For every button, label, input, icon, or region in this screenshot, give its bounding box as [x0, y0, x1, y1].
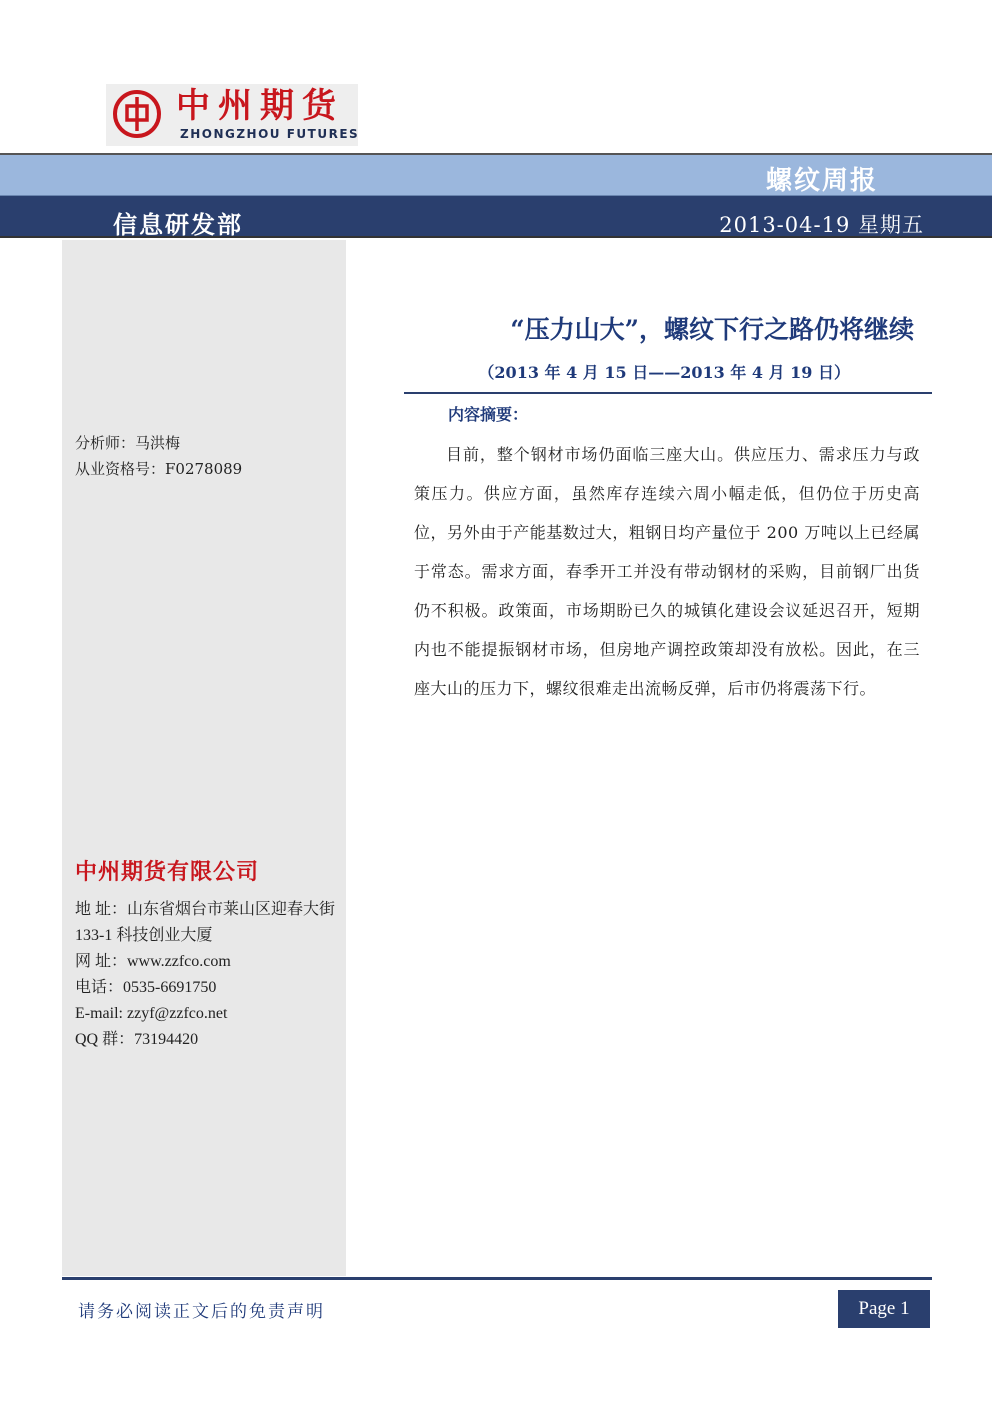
sidebar-panel	[62, 240, 346, 1276]
summary-label: 内容摘要：	[448, 405, 529, 424]
summary-text: 目前，整个钢材市场仍面临三座大山。供应压力、需求压力与政策压力。供应方面，虽然库存连续六周小幅走低，但仍位于历史高位，另外由于产能基数过大，粗钢日均产量位于 200 万吨以上已经属于常态。需求方面，春季开工并没有带动钢材的采购，目前钢厂出货仍不积极。政策面，市场期盼已久的城镇化建设会议延迟召开，短期内也不能提振钢材市场，但房地产调控政策却没有放松。因此，在三座大山的压力下，螺纹很难走出流畅反弹，后市仍将震荡下行。	[414, 445, 920, 698]
contact-qq-group: QQ 群：73194420	[75, 1031, 199, 1048]
page-number: Page 1	[838, 1290, 930, 1328]
footer-divider	[62, 1277, 932, 1280]
company-seal-icon	[112, 89, 162, 139]
disclaimer-text: 请务必阅读正文后的免责声明	[78, 1302, 325, 1322]
analyst-license: 从业资格号：F0278089	[75, 460, 243, 478]
contact-phone: 电话：0535-6691750	[75, 979, 217, 996]
report-type-title: 螺纹周报	[765, 166, 878, 196]
logo-chinese-name: 中州期货	[176, 86, 344, 126]
analyst-name: 分析师：马洪梅	[75, 434, 181, 452]
report-period: （2013 年 4 月 15 日——2013 年 4 月 19 日）	[478, 363, 850, 382]
analyst-info	[75, 430, 242, 482]
report-headline: “压力山大”，螺纹下行之路仍将继续	[510, 315, 914, 344]
contact-address: 地 址：山东省烟台市莱山区迎春大街 133-1 科技创业大厦	[75, 901, 336, 944]
company-name: 中州期货有限公司	[75, 859, 260, 885]
section-divider	[404, 392, 932, 394]
report-date: 2013-04-19 星期五	[719, 213, 924, 237]
company-contact	[75, 897, 340, 1053]
contact-email: E-mail: zzyf@zzfco.net	[75, 1005, 228, 1022]
department-label: 信息研发部	[113, 210, 243, 239]
contact-website: 网 址：www.zzfco.com	[75, 953, 231, 970]
logo-english-name: ZHONGZHOU FUTURES	[180, 127, 360, 141]
